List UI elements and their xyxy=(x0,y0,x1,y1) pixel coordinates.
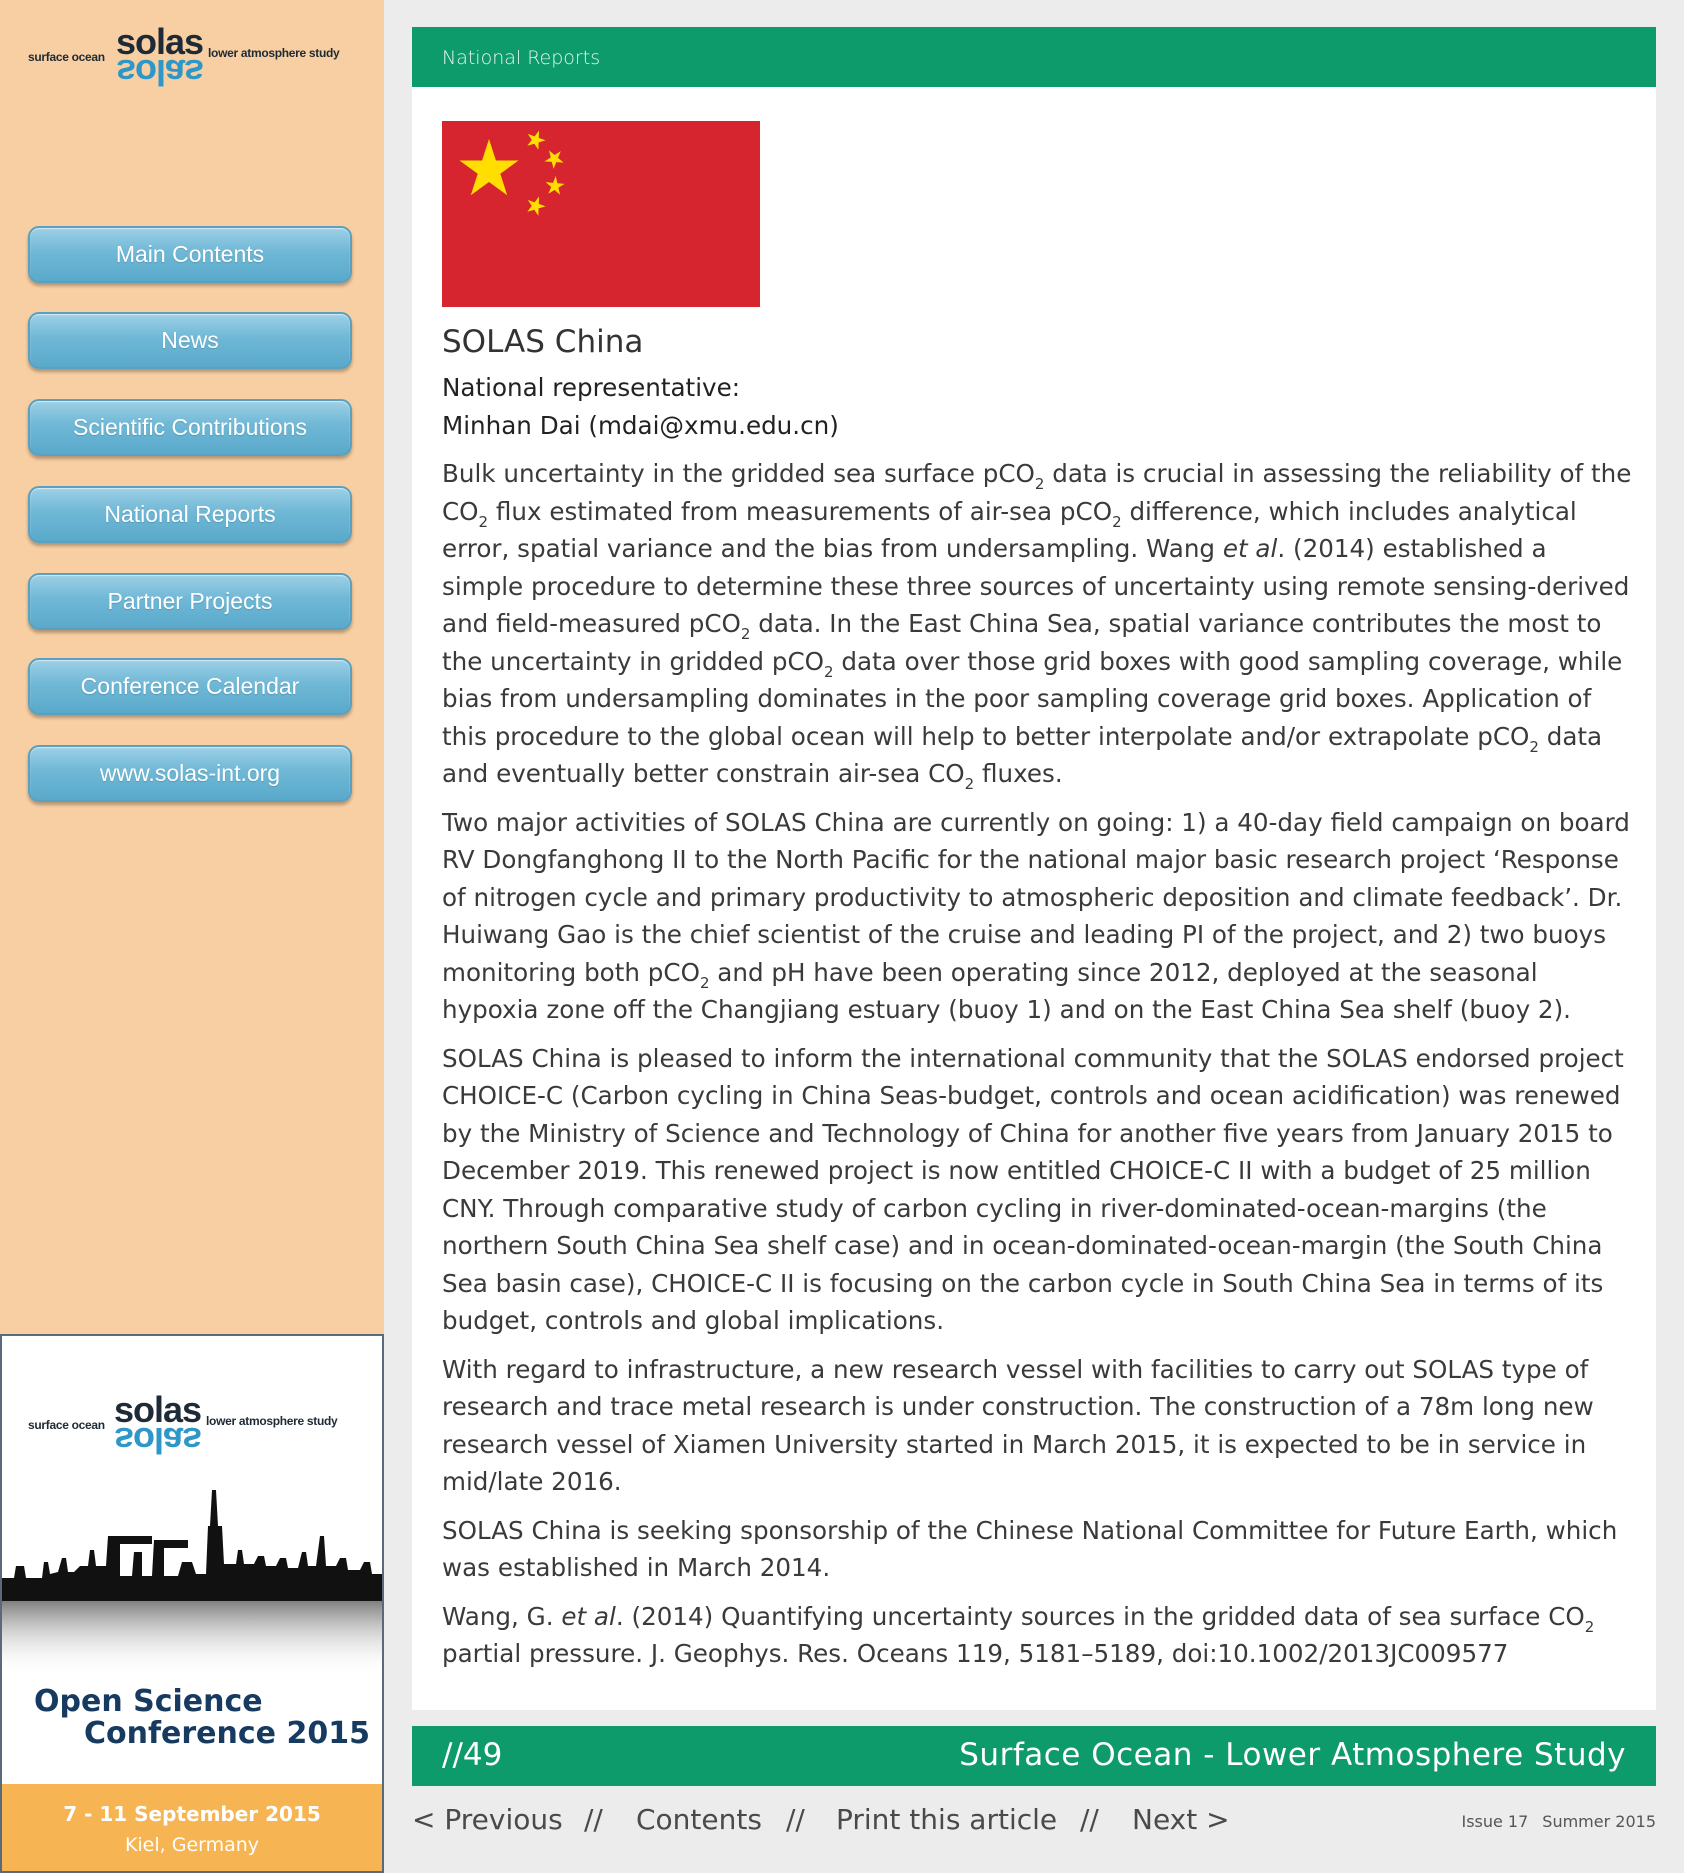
kiel-skyline-image xyxy=(2,1466,382,1676)
logo-mirror-icon: solas xyxy=(116,52,204,93)
conference-ad[interactable] xyxy=(0,1334,384,1873)
ad-title-line2: Conference 2015 xyxy=(84,1716,370,1751)
nav-partner-projects[interactable]: Partner Projects xyxy=(28,573,352,630)
nav-solas-website[interactable]: www.solas-int.org xyxy=(28,745,352,802)
separator: // xyxy=(584,1803,603,1836)
issue-number: Issue 17 xyxy=(1461,1812,1529,1831)
print-article-link[interactable]: Print this article xyxy=(836,1803,1058,1836)
main-panel xyxy=(412,27,1656,1773)
nav-national-reports[interactable]: National Reports xyxy=(28,486,352,543)
ad-logo-word: solas xyxy=(114,1389,202,1430)
nav-conference-calendar[interactable]: Conference Calendar xyxy=(28,658,352,715)
issue-season: Summer 2015 xyxy=(1542,1812,1656,1831)
paragraph-4: With regard to infrastructure, a new research vessel with facilities to carry out SOLAS type of research and trace metal research is under construction. The construction of a 78m long new research vessel of Xiamen University started in March 2015, it is expected to be in service in mid/late 2016. xyxy=(442,1354,1594,1496)
ad-logo-left-text: surface ocean xyxy=(28,1418,105,1432)
reference: Wang, G. et al. (2014) Quantifying uncertainty sources in the gridded data of sea surface $CO_2$ partial pressure. J. Geophys. Res. Oceans 119, 5181–5189, doi:10.1002/2013JC009577 xyxy=(442,1601,1595,1668)
national-representative xyxy=(442,369,1632,444)
solas-logo[interactable] xyxy=(28,21,358,94)
section-title: National Reports xyxy=(442,47,601,69)
nav-news[interactable]: News xyxy=(28,312,352,369)
rep-label: National representative: xyxy=(442,373,741,402)
rep-name[interactable]: Minhan Dai (mdai@xmu.edu.cn) xyxy=(442,410,839,440)
ad-logo-mirror-icon: solas xyxy=(114,1420,202,1461)
section-header-bar xyxy=(412,27,1656,87)
organization-name: Surface Ocean - Lower Atmosphere Study xyxy=(959,1737,1626,1773)
sidebar xyxy=(0,0,384,1873)
contents-link[interactable]: Contents xyxy=(636,1803,762,1836)
article-title: SOLAS China xyxy=(442,324,644,360)
logo-left-text: surface ocean xyxy=(28,50,105,64)
ad-date-banner xyxy=(2,1784,382,1873)
previous-link[interactable]: < Previous xyxy=(412,1803,563,1836)
nav-scientific-contributions[interactable]: Scientific Contributions xyxy=(28,399,352,456)
ad-logo-right-text: lower atmosphere study xyxy=(206,1414,338,1428)
logo-right-text: lower atmosphere study xyxy=(208,46,340,60)
paragraph-5: SOLAS China is seeking sponsorship of the Chinese National Committee for Future Earth, which was established in March 2014. xyxy=(442,1515,1618,1582)
ad-dates: 7 - 11 September 2015 xyxy=(63,1802,321,1826)
ad-solas-logo xyxy=(28,1389,358,1461)
footer-bar xyxy=(412,1726,1656,1786)
issue-info xyxy=(1447,1812,1656,1831)
paragraph-3: SOLAS China is pleased to inform the international community that the SOLAS endorsed project CHOICE-C (Carbon cycling in China Seas-budget, controls and ocean acidification) was renewed by the Ministry of Science and Technology of China for another five years from January 2015 to December 2019. This renewed project is now entitled CHOICE-C II with a budget of 25 million CNY. Through comparative study of carbon cycling in river-dominated-ocean-margins (the northern South China Sea shelf case) and in ocean-dominated-ocean-margin (the South China Sea basin case), CHOICE-C II is focusing on the carbon cycle in South China Sea in terms of its budget, controls and global implications. xyxy=(442,1043,1624,1335)
article xyxy=(442,319,1632,1684)
ad-title-line1: Open Science xyxy=(34,1684,263,1719)
separator: // xyxy=(786,1803,805,1836)
paragraph-1: Bulk uncertainty in the gridded sea surface pCO$_2$ data is crucial in assessing the reliability of the $CO_2$ flux estimated from measurements of air-sea pCO$_2$ difference, which includes analytical error, spatial variance and the bias from undersampling. Wang et al. (2014) established a simple procedure to determine these three sources of uncertainty using remote sensing-derived and field-measured pCO$_2$ data. In the East China Sea, spatial variance contributes the most to the uncertainty in gridded pCO$_2$ data over those grid boxes with good sampling coverage, while bias from undersampling dominates in the poor sampling coverage grid boxes. Application of this procedure to the global ocean will help to better interpolate and/or extrapolate pCO$_2$ data and eventually better constrain air-sea $CO_2$ fluxes. xyxy=(442,459,1632,793)
ad-location: Kiel, Germany xyxy=(124,1834,260,1856)
page-number: //49 xyxy=(442,1737,503,1773)
china-flag-image xyxy=(442,121,760,307)
separator: // xyxy=(1080,1803,1099,1836)
next-link[interactable]: Next > xyxy=(1132,1803,1230,1836)
paragraph-2: Two major activities of SOLAS China are currently on going: 1) a 40-day field campaign on board RV Dongfanghong II to the North Pacific for the national major basic research project ‘Response of nitrogen cycle and primary productivity to atmospheric deposition and climate feedback’. Dr. Huiwang Gao is the chief scientist of the cruise and leading PI of the project, and 2) two buoys monitoring both pCO$_2$ and pH have been operating since 2012, deployed at the seasonal hypoxia zone off the Changjiang estuary (buoy 1) and on the East China Sea shelf (buoy 2). xyxy=(442,807,1630,1024)
nav-main-contents[interactable]: Main Contents xyxy=(28,226,352,283)
logo-word: solas xyxy=(116,21,204,62)
